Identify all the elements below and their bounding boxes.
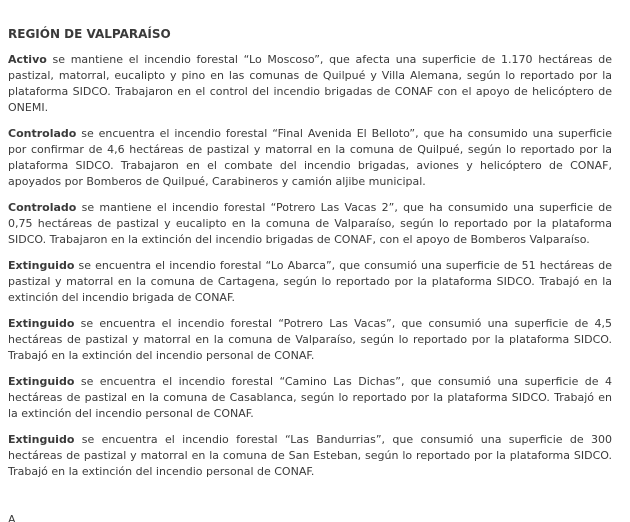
incident-entry — [8, 258, 612, 306]
incident-description: se encuentra el incendio forestal “Lo Abarca”, que consumió una superficie de 51 hectáreas de pastizal y matorral en la comuna de Cartagena, según lo reportado por la plataforma SIDCO. Trabajó en la extinción del incendio brigada de CONAF. — [8, 259, 612, 304]
incident-status: Extinguido — [8, 375, 75, 388]
incident-entry — [8, 200, 612, 248]
incident-description: se encuentra el incendio forestal “Camino Las Dichas”, que consumió una superficie de 4 hectáreas de pastizal en la comuna de Casablanca, según lo reportado por la plataforma SIDCO. Trabajó en la extinción del incendio personal de CONAF. — [8, 375, 612, 420]
incident-status: Extinguido — [8, 433, 75, 446]
incident-entry — [8, 316, 612, 364]
incident-status: Controlado — [8, 127, 77, 140]
incident-status: Activo — [8, 53, 47, 66]
incident-entry — [8, 126, 612, 190]
article-body — [8, 0, 612, 480]
incident-entry — [8, 432, 612, 480]
incident-description: se encuentra el incendio forestal “Potrero Las Vacas”, que consumió una superficie de 4,5 hectáreas de pastizal y matorral en la comuna de Valparaíso, según lo reportado por la plataforma SIDCO. Trabajó en la extinción del incendio personal de CONAF. — [8, 317, 612, 362]
incident-status: Extinguido — [8, 317, 75, 330]
incident-status: Controlado — [8, 201, 77, 214]
incident-description: se mantiene el incendio forestal “Potrero Las Vacas 2”, que ha consumido una superficie de 0,75 hectáreas de pastizal y eucalipto en la comuna de Valparaíso, según lo reportado por la plataforma SIDCO. Trabajaron en la extinción del incendio brigadas de CONAF, con el apoyo de Bomberos Valparaíso. — [8, 201, 612, 246]
region-title: REGIÓN DE VALPARAÍSO — [8, 27, 171, 41]
cut-off-next-line: A — [8, 513, 16, 522]
incident-description: se mantiene el incendio forestal “Lo Moscoso”, que afecta una superficie de 1.170 hectáreas de pastizal, matorral, eucalipto y pino en las comunas de Quilpué y Villa Alemana, según lo reportado por la plataforma SIDCO. Trabajaron en el control del incendio brigadas de CONAF con el apoyo de helicóptero de ONEMI. — [8, 53, 612, 114]
incident-status: Extinguido — [8, 259, 75, 272]
incident-entry — [8, 374, 612, 422]
incident-description: se encuentra el incendio forestal “Final Avenida El Belloto”, que ha consumido una superficie por confirmar de 4,6 hectáreas de pastizal y matorral en la comuna de Quilpué, según lo reportado por la plataforma SIDCO. Trabajaron en el combate del incendio brigadas, aviones y helicóptero de CONAF, apoyados por Bomberos de Quilpué, Carabineros y camión aljibe municipal. — [8, 127, 612, 188]
incident-entry — [8, 52, 612, 116]
incident-description: se encuentra el incendio forestal “Las Bandurrias”, que consumió una superficie de 300 hectáreas de pastizal y matorral en la comuna de San Esteban, según lo reportado por la plataforma SIDCO. Trabajó en la extinción del incendio personal de CONAF. — [8, 433, 612, 478]
